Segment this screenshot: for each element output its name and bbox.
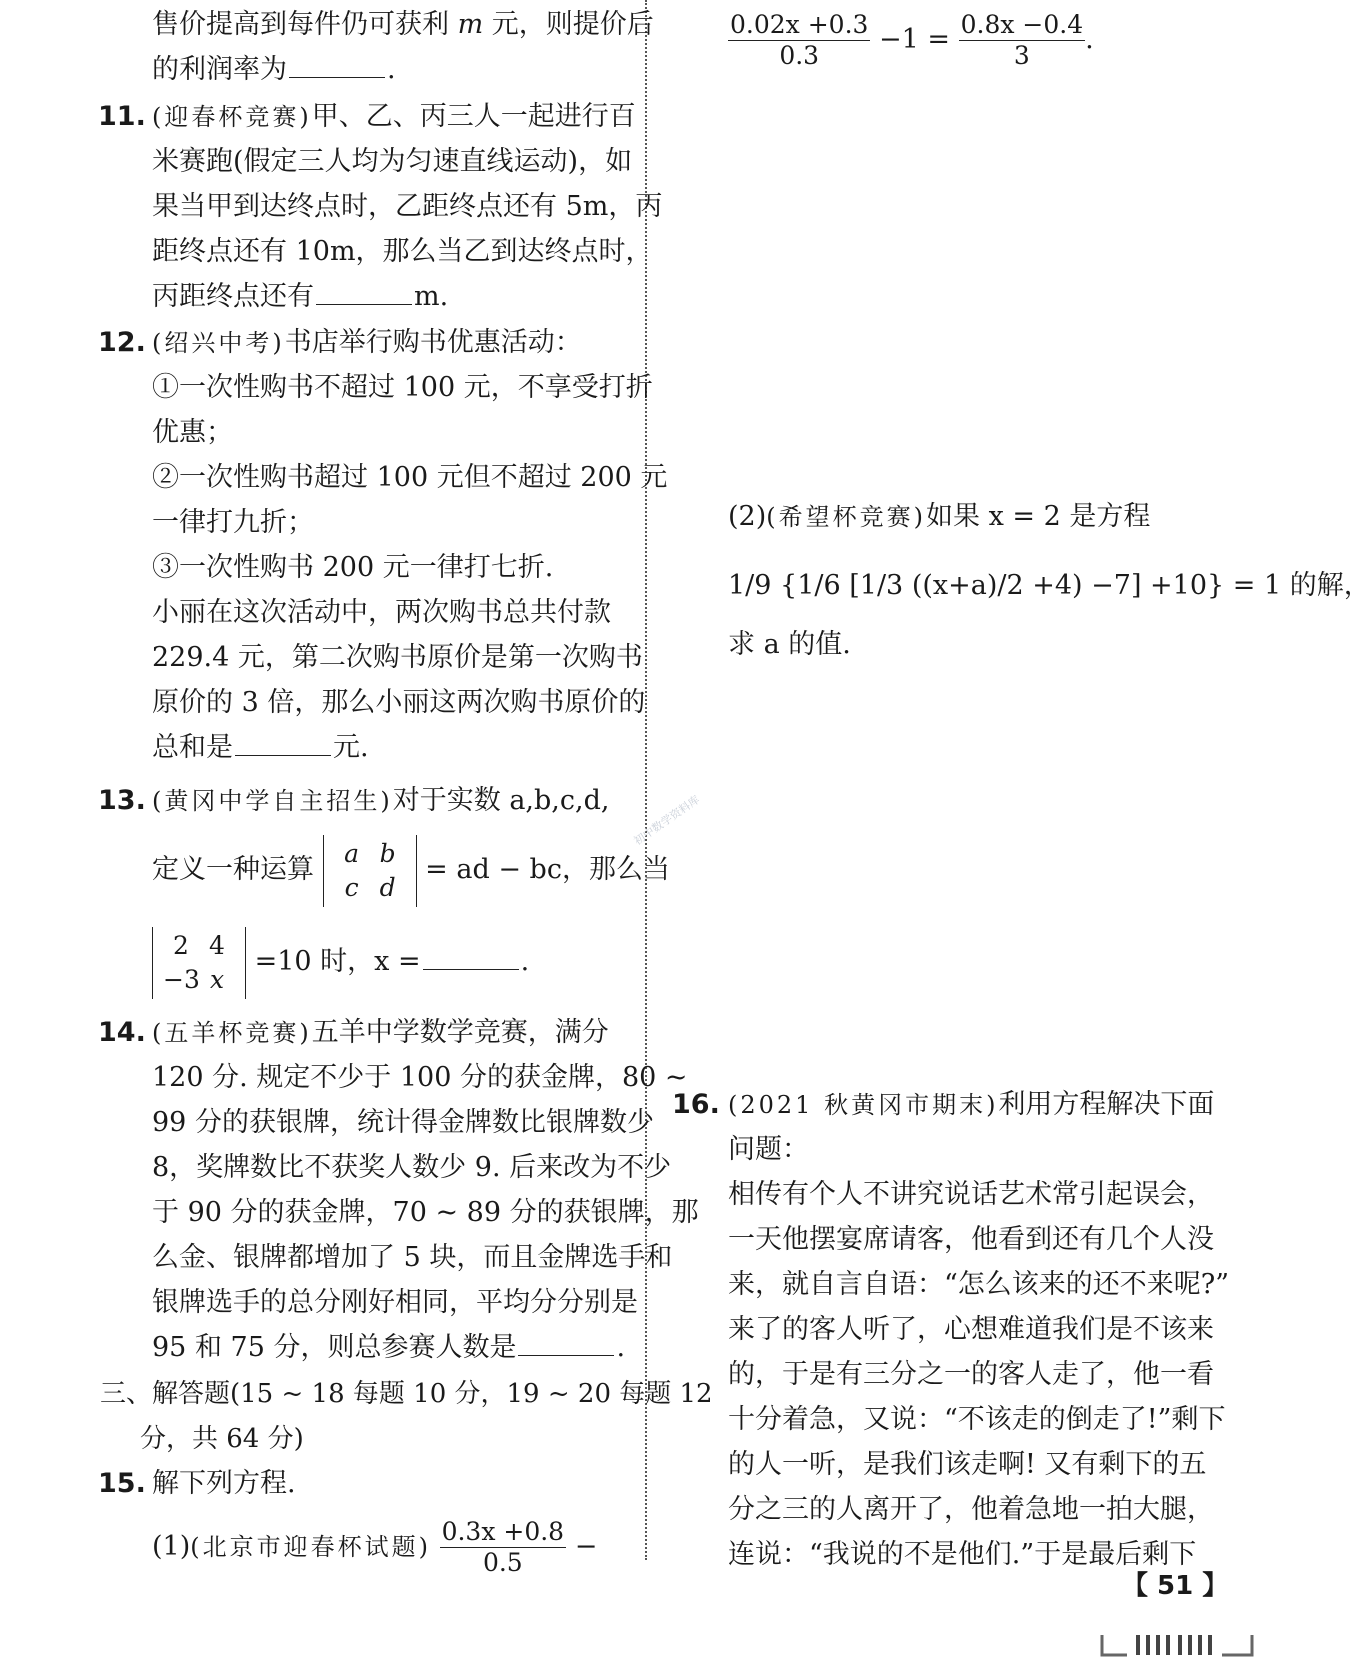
q14-line3: 99 分的获银牌，统计得金牌数比银牌数少 — [152, 1107, 654, 1138]
q14-line7: 银牌选手的总分刚好相同，平均分分别是 — [152, 1287, 638, 1318]
question-number-11: 11. — [98, 101, 146, 132]
determinant-abcd: a b c d — [323, 835, 417, 907]
q14-line4: 8，奖牌数比不获奖人数少 9. 后来改为不少 — [152, 1152, 672, 1183]
page-number: 【 51 】 — [1122, 1571, 1229, 1601]
q15-part2-line1: (2)(希望杯竞赛)如果 x = 2 是方程 — [728, 501, 1151, 532]
q16-line9: 的人一听，是我们该走啊! 又有剩下的五 — [728, 1449, 1207, 1480]
q12-line5: 一律打九折； — [152, 507, 314, 538]
q16-line11: 连说：“我说的不是他们.”于是最后剩下 — [728, 1539, 1197, 1570]
q16-line5: 来，就自言自语：“怎么该来的还不来呢?” — [728, 1269, 1230, 1300]
q12-line9: 原价的 3 倍，那么小丽这两次购书原价的 — [152, 687, 646, 718]
q16-line2: 问题： — [728, 1134, 809, 1165]
fraction: $\frac{0.8x -0.4}{3}$ — [960, 10, 1084, 70]
q11-line2: 米赛跑(假定三人均为匀速直线运动)，如 — [152, 146, 633, 177]
q12-line1: (绍兴中考)书店举行购书优惠活动： — [152, 327, 582, 358]
barcode-decoration-icon — [1092, 1630, 1262, 1660]
question-number-16: 16. — [672, 1089, 720, 1120]
q12-line8: 229.4 元，第二次购书原价是第一次购书 — [152, 642, 643, 673]
q15-title: 解下列方程. — [152, 1468, 296, 1499]
answer-blank[interactable] — [518, 1333, 614, 1356]
q14-line6: 么金、银牌都增加了 5 块，而且金牌选手和 — [152, 1242, 673, 1273]
q16-line6: 来了的客人听了，心想难道我们是不该来 — [728, 1314, 1214, 1345]
answer-blank[interactable] — [289, 55, 385, 78]
watermark: 初中数学资料库 — [631, 793, 703, 848]
answer-blank[interactable] — [235, 733, 331, 756]
q14-line2: 120 分. 规定不少于 100 分的获金牌，80 ~ — [152, 1062, 688, 1093]
q10-line1: 售价提高到每件仍可获利 m 元，则提价后 — [152, 9, 654, 40]
q12-line4: ②一次性购书超过 100 元但不超过 200 元 — [152, 462, 668, 493]
section-heading: 三、解答题(15 ~ 18 每题 10 分，19 ~ 20 每题 12 — [100, 1379, 713, 1409]
q12-line10: 总和是 元. — [152, 732, 369, 763]
q12-line2: ①一次性购书不超过 100 元，不享受打折 — [152, 372, 653, 403]
q11-line4: 距终点还有 10m，那么当乙到达终点时， — [152, 236, 653, 267]
q13-line1: (黄冈中学自主招生)对于实数 a,b,c,d, — [152, 785, 610, 816]
q16-line1: (2021 秋黄冈市期末)利用方程解决下面 — [728, 1089, 1215, 1120]
fraction: $\frac{0.02x +0.3}{0.3}$ — [730, 10, 869, 70]
q16-line3: 相传有个人不讲究说话艺术常引起误会， — [728, 1179, 1214, 1210]
q12-line3: 优惠； — [152, 417, 233, 448]
question-number-13: 13. — [98, 785, 146, 816]
answer-blank[interactable] — [316, 282, 412, 305]
q11-line3: 果当甲到达终点时，乙距终点还有 5m，丙 — [152, 191, 663, 222]
q14-line8: 95 和 75 分，则总参赛人数是 . — [152, 1332, 626, 1363]
q15-part1-continued: $\frac{0.02x +0.3}{0.3}$ −1 = $\frac{0.8x -0.4}{3}$ . — [730, 10, 1094, 70]
q13-line3: 2 4 −3 x =10 时，x = . — [152, 922, 529, 1002]
q16-line7: 的，于是有三分之一的客人走了，他一看 — [728, 1359, 1214, 1390]
q15-part1: (1)(北京市迎春杯试题) $\frac{0.3x +0.8}{0.5}$ − — [152, 1517, 598, 1577]
q10-line2: 的利润率为 . — [152, 54, 396, 85]
section-heading-line2: 分，共 64 分) — [140, 1424, 304, 1454]
q16-line4: 一天他摆宴席请客，他看到还有几个人没 — [728, 1224, 1214, 1255]
question-number-14: 14. — [98, 1017, 146, 1048]
column-divider — [645, 0, 647, 1560]
q12-line6: ③一次性购书 200 元一律打七折. — [152, 552, 554, 583]
q16-line8: 十分着急，又说：“不该走的倒走了!”剩下 — [728, 1404, 1226, 1435]
q16-line10: 分之三的人离开了，他着急地一拍大腿， — [728, 1494, 1214, 1525]
q15-part2-equation: 1/9 {1/6 [1/3 ((x+a)/2 +4) −7] +10} = 1 的解， — [728, 570, 1371, 601]
fraction: $\frac{0.3x +0.8}{0.5}$ — [441, 1517, 565, 1577]
q11-line5: 丙距终点还有 m. — [152, 281, 449, 312]
q11-line1: (迎春杯竞赛)甲、乙、丙三人一起进行百 — [152, 101, 636, 132]
determinant-values: 2 4 −3 x — [152, 927, 246, 999]
q13-line2: 定义一种运算 a b c d = ad − bc，那么当 — [152, 830, 670, 910]
question-number-15: 15. — [98, 1468, 146, 1499]
answer-blank[interactable] — [423, 947, 519, 970]
q14-line5: 于 90 分的获金牌，70 ~ 89 分的获银牌，那 — [152, 1197, 699, 1228]
q14-line1: (五羊杯竞赛)五羊中学数学竞赛，满分 — [152, 1017, 609, 1048]
q15-part2-line3: 求 a 的值. — [728, 629, 851, 660]
question-number-12: 12. — [98, 327, 146, 358]
q12-line7: 小丽在这次活动中，两次购书总共付款 — [152, 597, 611, 628]
